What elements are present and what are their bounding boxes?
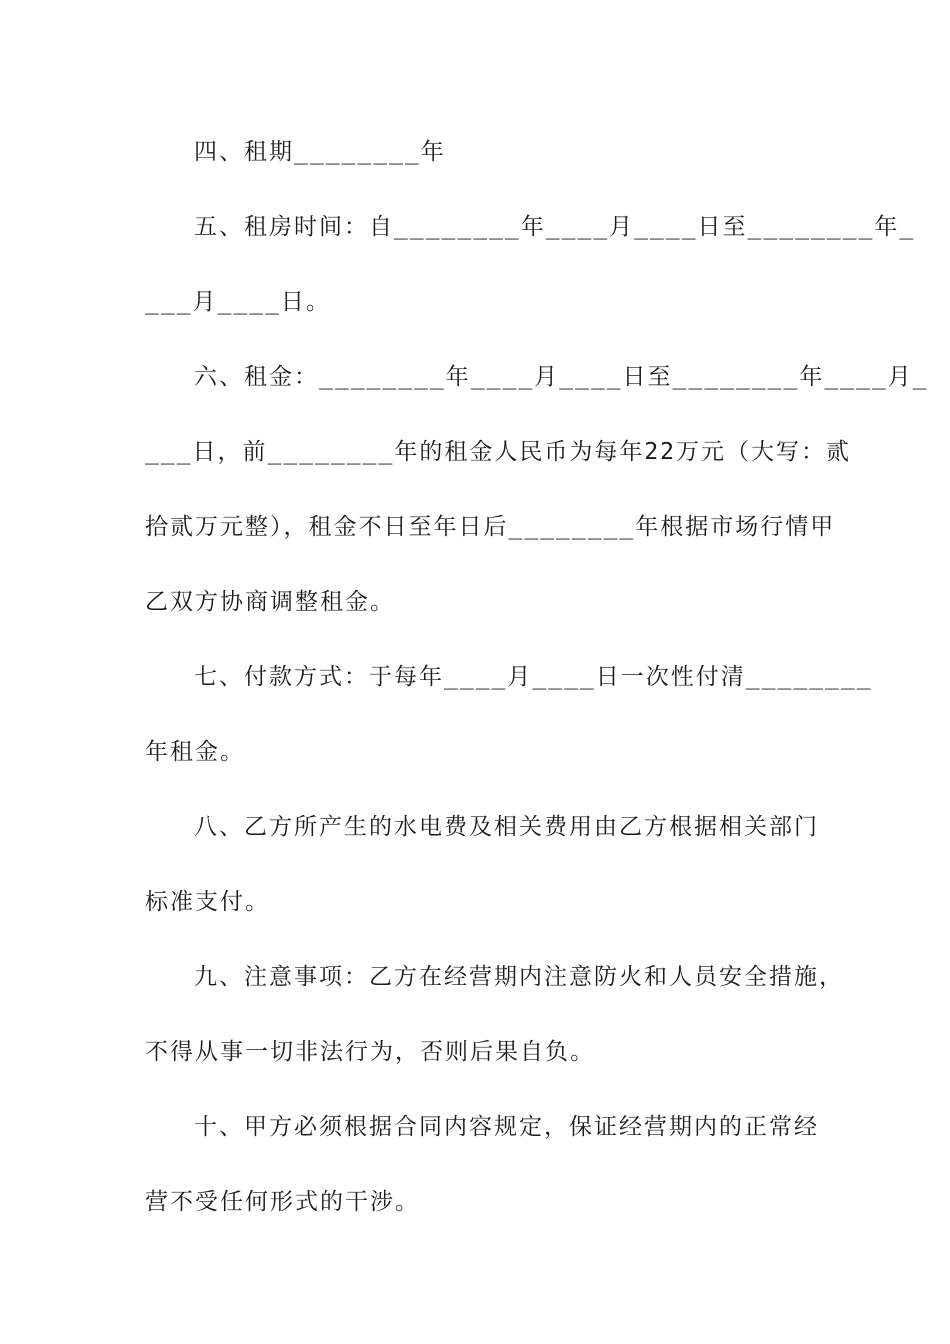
clause-7-payment-line-1: 七、付款方式：于每年____月____日一次性付清________ [194,664,873,690]
clause-4-lease-term: 四、租期________年 [194,139,446,165]
clause-9-notes-line-2: 不得从事一切非法行为，否则后果自负。 [145,1039,595,1065]
clause-6-rent-line-3: 拾贰万元整），租金不日至年日后________年根据市场行情甲 [145,514,836,540]
clause-5-rental-period-line-1: 五、租房时间：自________年____月____日至________年_ [194,214,916,240]
clause-6-rent-line-4: 乙双方协商调整租金。 [145,589,395,615]
clause-8-utilities-line-1: 八、乙方所产生的水电费及相关费用由乙方根据相关部门 [194,814,819,840]
clause-5-rental-period-line-2: ___月____日。 [145,289,331,315]
clause-10-landlord-line-1: 十、甲方必须根据合同内容规定，保证经营期内的正常经 [194,1114,819,1140]
clause-6-rent-line-2: ___日，前________年的租金人民币为每年22万元（大写：贰 [145,439,852,465]
clause-6-rent-line-1: 六、租金：________年____月____日至________年____月_ [194,364,929,390]
clause-8-utilities-line-2: 标准支付。 [145,889,270,915]
clause-9-notes-line-1: 九、注意事项：乙方在经营期内注意防火和人员安全措施， [194,964,844,990]
clause-7-payment-line-2: 年租金。 [145,739,245,765]
clause-10-landlord-line-2: 营不受任何形式的干涉。 [145,1189,420,1215]
